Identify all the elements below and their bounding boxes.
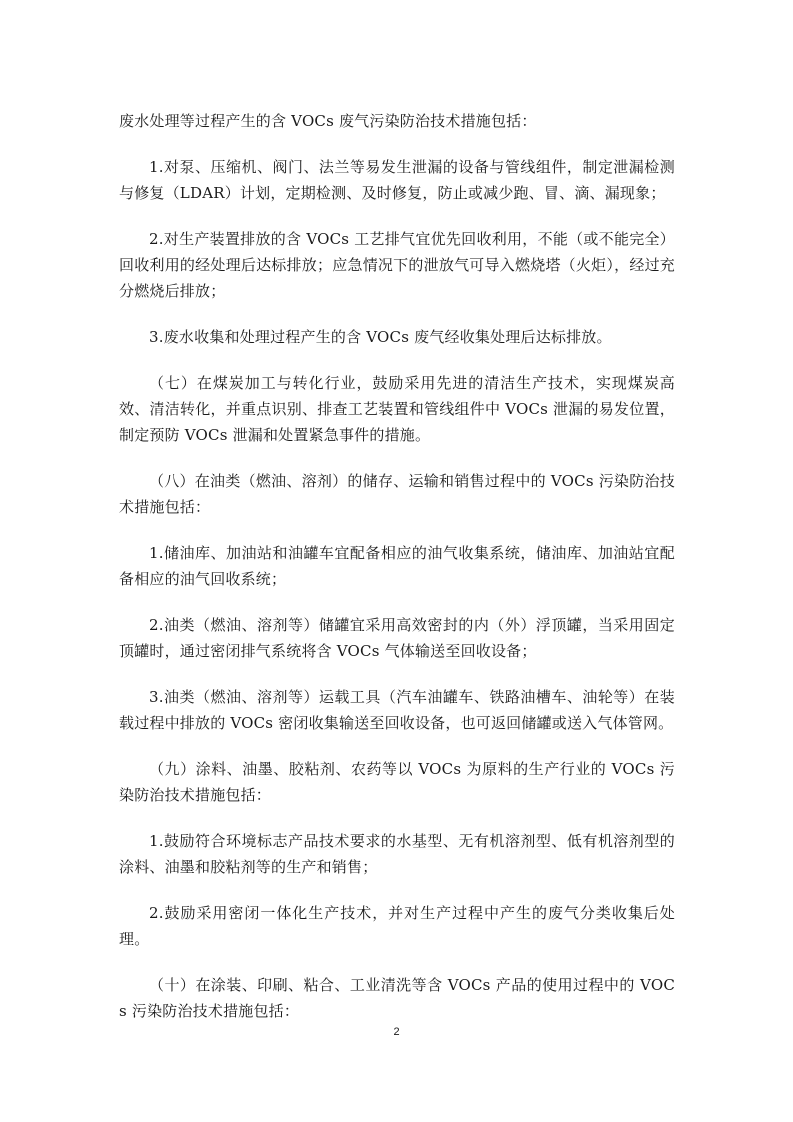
paragraph-section-nine: （九）涂料、油墨、胶粘剂、农药等以 VOCs 为原料的生产行业的 VOCs 污染防治技术措施包括： bbox=[119, 760, 675, 804]
paragraph-intro: 废水处理等过程产生的含 VOCs 废气污染防治技术措施包括： bbox=[119, 112, 537, 130]
paragraph-item-water-based: 1.鼓励符合环境标志产品技术要求的水基型、无有机溶剂型、低有机溶剂型的涂料、油墨和胶粘剂等的生产和销售； bbox=[119, 832, 675, 876]
paragraph-section-ten: （十）在涂装、印刷、粘合、工业清洗等含 VOCs 产品的使用过程中的 VOCs 污染防治技术措施包括： bbox=[119, 976, 675, 1020]
paragraph-item-process-exhaust: 2.对生产装置排放的含 VOCs 工艺排气宜优先回收利用，不能（或不能完全）回收利用的经处理后达标排放；应急情况下的泄放气可导入燃烧塔（火炬），经过充分燃烧后排放； bbox=[119, 230, 675, 300]
paragraph-item-wastewater: 3.废水收集和处理过程产生的含 VOCs 废气经收集处理后达标排放。 bbox=[149, 328, 612, 346]
paragraph-section-seven: （七）在煤炭加工与转化行业，鼓励采用先进的清洁生产技术，实现煤炭高效、清洁转化，并重点识别、排查工艺装置和管线组件中 VOCs 泄漏的易发位置，制定预防 VOCs 泄漏和处置紧急事件的措施。 bbox=[119, 374, 675, 444]
paragraph-section-eight: （八）在油类（燃油、溶剂）的储存、运输和销售过程中的 VOCs 污染防治技术措施包括： bbox=[119, 472, 675, 516]
document-body bbox=[119, 108, 675, 1024]
paragraph-item-oil-depot: 1.储油库、加油站和油罐车宜配备相应的油气收集系统，储油库、加油站宜配备相应的油气回收系统； bbox=[119, 544, 675, 588]
paragraph-item-closed-production: 2.鼓励采用密闭一体化生产技术，并对生产过程中产生的废气分类收集后处理。 bbox=[119, 904, 675, 948]
paragraph-item-transport: 3.油类（燃油、溶剂等）运载工具（汽车油罐车、铁路油槽车、油轮等）在装载过程中排放的 VOCs 密闭收集输送至回收设备，也可返回储罐或送入气体管网。 bbox=[119, 688, 675, 732]
page-number: 2 bbox=[393, 1026, 400, 1038]
paragraph-item-storage-tank: 2.油类（燃油、溶剂等）储罐宜采用高效密封的内（外）浮顶罐，当采用固定顶罐时，通过密闭排气系统将含 VOCs 气体输送至回收设备； bbox=[119, 616, 675, 660]
paragraph-item-ldar: 1.对泵、压缩机、阀门、法兰等易发生泄漏的设备与管线组件，制定泄漏检测与修复（LDAR）计划，定期检测、及时修复，防止或减少跑、冒、滴、漏现象； bbox=[119, 158, 675, 202]
